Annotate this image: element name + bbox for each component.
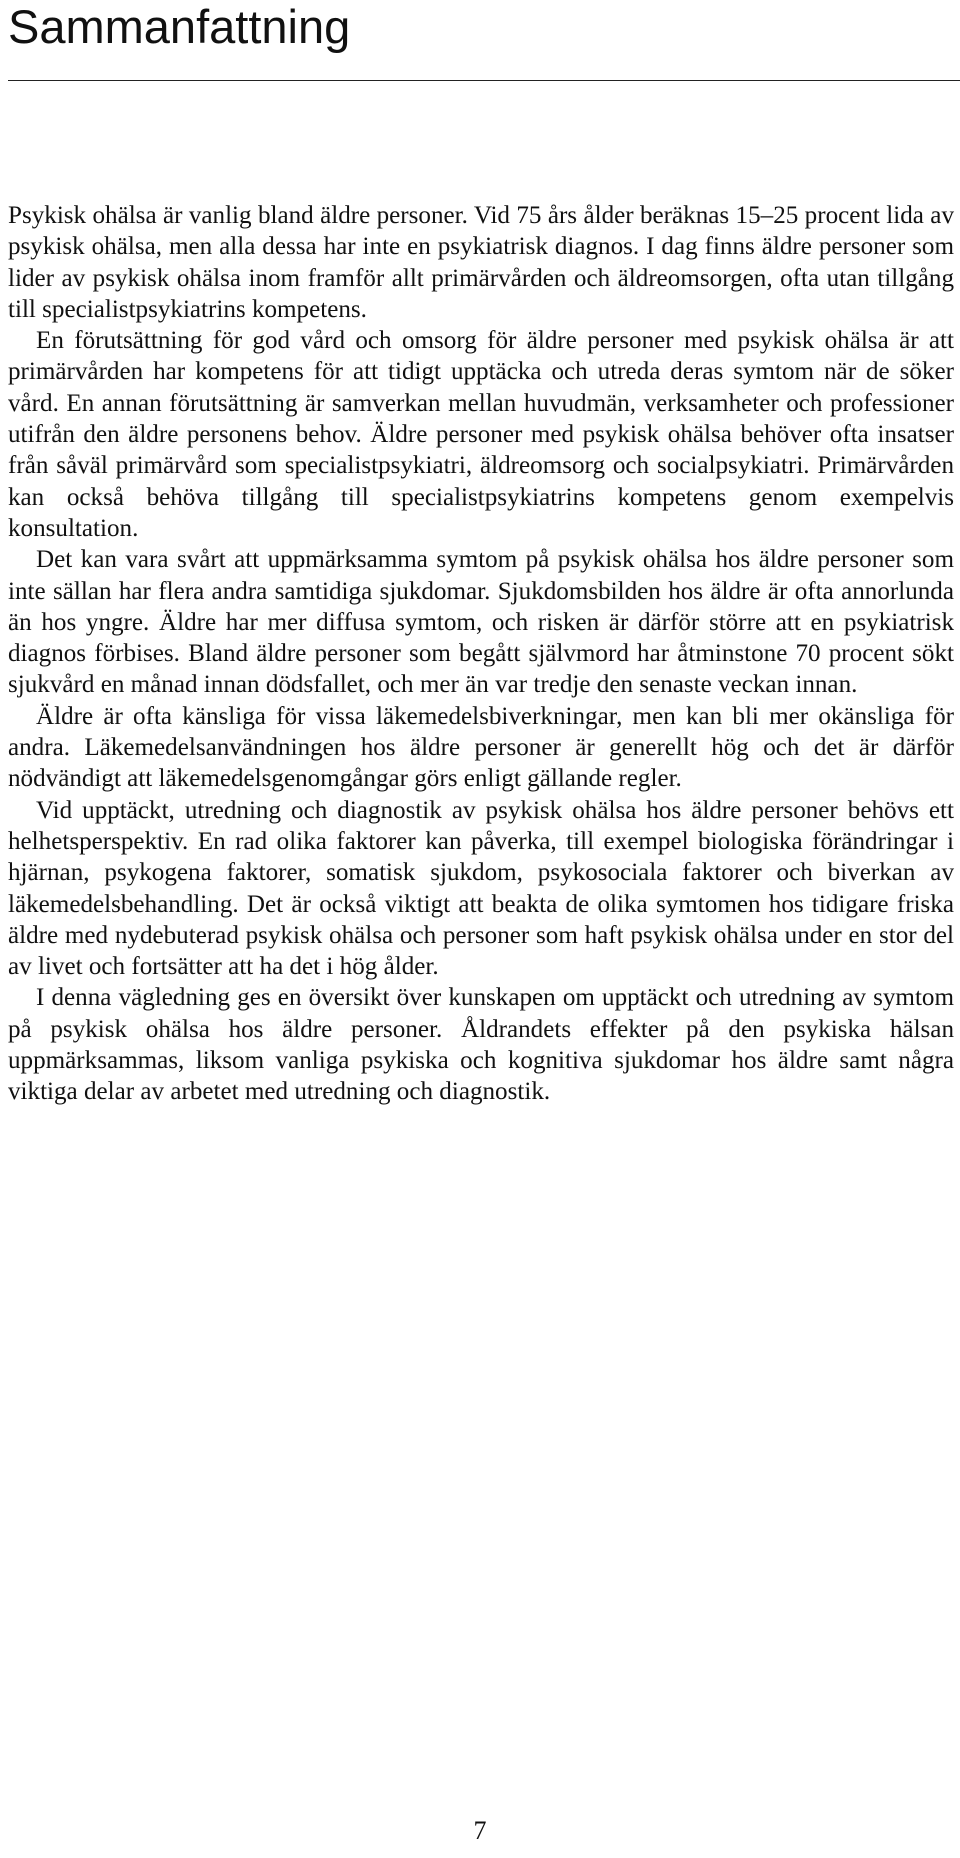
page-title: Sammanfattning: [8, 0, 351, 53]
paragraph-4: Äldre är ofta känsliga för vissa läkemedelsbiverkningar, men kan bli mer okänsliga för andra. Läkemedelsanvändningen hos äldre personer är generellt hög och det är därför nödvändigt att läkemedelsgenomgångar görs enligt gällande regler.: [8, 702, 954, 793]
summary-body: [8, 200, 954, 1108]
title-divider: [8, 80, 960, 81]
paragraph-2: En förutsättning för god vård och omsorg för äldre personer med psykisk ohälsa är att primärvården har kompetens för att tidigt upptäcka och utreda deras symtom när de söker vård. En annan förutsättning är samverkan mellan huvudmän, verksamheter och professioner utifrån den äldre personens behov. Äldre personer med psykisk ohälsa behöver ofta insatser från såväl primärvård som specialistpsykiatri, äldreomsorg och socialpsykiatri. Primärvården kan också behöva tillgång till specialistpsykiatrins kompetens genom exempelvis konsultation.: [8, 327, 954, 542]
paragraph-5: Vid upptäckt, utredning och diagnostik av psykisk ohälsa hos äldre personer behövs ett helhetsperspektiv. En rad olika faktorer kan påverka, till exempel biologiska förändringar i hjärnan, psykogena faktorer, somatisk sjukdom, psykosociala faktorer och biverkan av läkemedelsbehandling. Det är också viktigt att beakta de olika symtomen hos tidigare friska äldre med nydebuterad psykisk ohälsa och personer som haft psykisk ohälsa under en stor del av livet och fortsätter att ha det i hög ålder.: [8, 796, 954, 981]
page-number: 7: [473, 1816, 487, 1845]
paragraph-6: I denna vägledning ges en översikt över kunskapen om upptäckt och utredning av symtom på psykisk ohälsa hos äldre personer. Åldrandets effekter på den psykiska hälsan uppmärksammas, liksom vanliga psykiska och kognitiva sjukdomar hos äldre samt några viktiga delar av arbetet med utredning och diagnostik.: [8, 984, 954, 1106]
paragraph-3: Det kan vara svårt att uppmärksamma symtom på psykisk ohälsa hos äldre personer som inte sällan har flera andra samtidiga sjukdomar. Sjukdomsbilden hos äldre är ofta annorlunda än hos yngre. Äldre har mer diffusa symtom, och risken är därför större att en psykiatrisk diagnos förbises. Bland äldre personer som begått självmord har åtminstone 70 procent sökt sjukvård en månad innan dödsfallet, och mer än var tredje den senaste veckan innan.: [8, 546, 954, 699]
paragraph-1: Psykisk ohälsa är vanlig bland äldre personer. Vid 75 års ålder beräknas 15–25 procent lida av psykisk ohälsa, men alla dessa har inte en psykiatrisk diagnos. I dag finns äldre personer som lider av psykisk ohälsa inom framför allt primärvården och äldreomsorgen, ofta utan tillgång till specialistpsykiatrins kompetens.: [8, 202, 954, 323]
